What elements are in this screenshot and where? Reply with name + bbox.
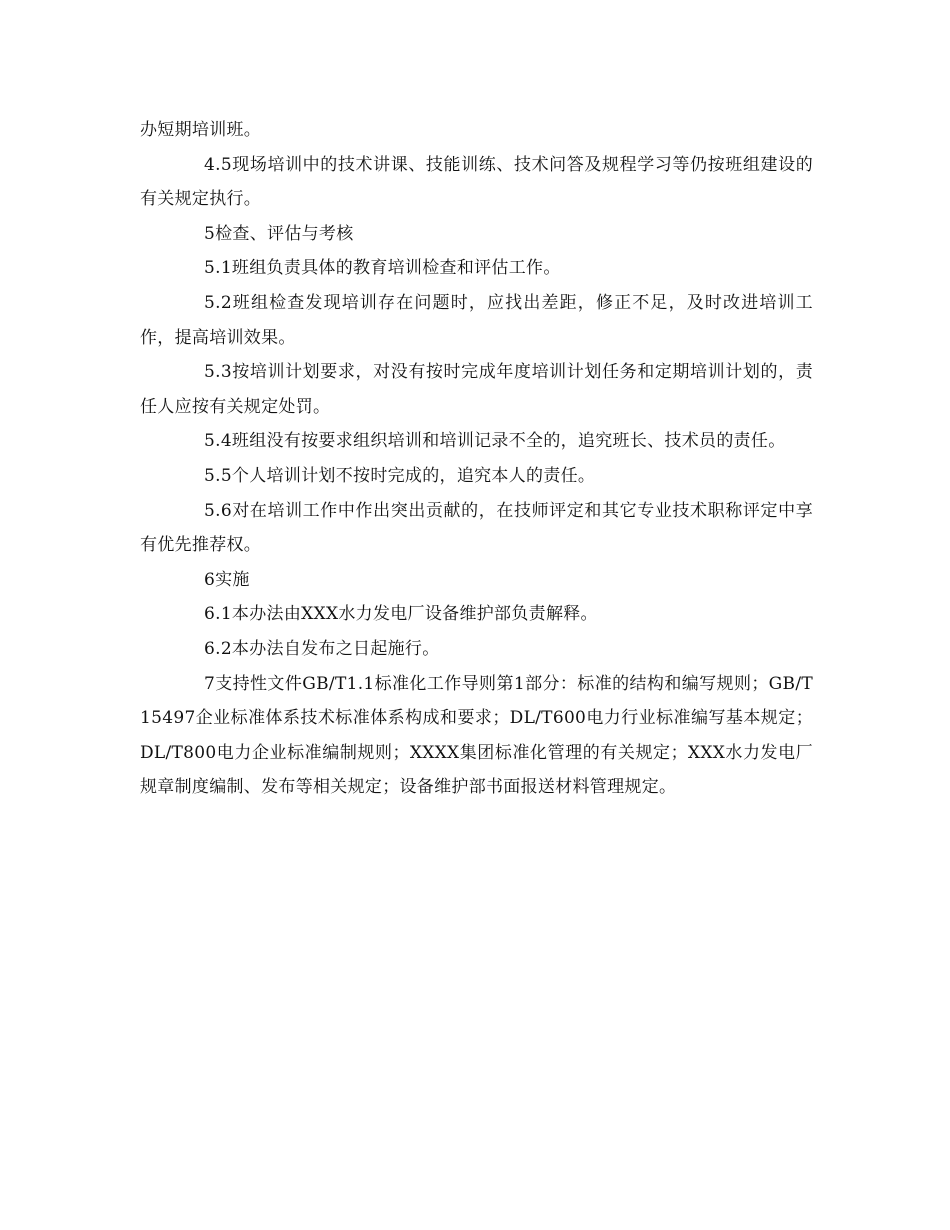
section-heading-5: 5检查、评估与考核 xyxy=(204,223,354,244)
paragraph-5-4: 5.4班组没有按要求组织培训和培训记录不全的，追究班长、技术员的责任。 xyxy=(204,431,786,452)
paragraph-5-5: 5.5个人培训计划不按时完成的，追究本人的责任。 xyxy=(204,465,596,486)
paragraph-4-5: 4.5现场培训中的技术讲课、技能训练、技术问答及规程学习等仍按班组建设的有关规定执行。 xyxy=(140,154,813,210)
paragraph-5-1: 5.1班组负责具体的教育培训检查和评估工作。 xyxy=(204,258,561,279)
paragraph-5-3: 5.3按培训计划要求，对没有按时完成年度培训计划任务和定期培训计划的，责任人应按有关规定处罚。 xyxy=(140,362,813,417)
paragraph-7-supporting-docs: 7支持性文件GB/T1.1标准化工作导则第1部分：标准的结构和编写规则；GB/T15497企业标准体系技术标准体系构成和要求；DL/T600电力行业标准编写基本规定；DL/T800电力企业标准编制规则；XXXX集团标准化管理的有关规定；XXX水力发电厂规章制度编制、发布等相关规定；设备维护部书面报送材料管理规定。 xyxy=(140,673,813,798)
paragraph-6-1: 6.1本办法由XXX水力发电厂设备维护部负责解释。 xyxy=(204,604,598,625)
paragraph-6-2: 6.2本办法自发布之日起施行。 xyxy=(204,638,440,659)
document-page xyxy=(140,113,813,805)
paragraph-5-2: 5.2班组检查发现培训存在问题时，应找出差距，修正不足，及时改进培训工作，提高培训效果。 xyxy=(140,292,813,348)
section-heading-6: 6实施 xyxy=(204,569,250,590)
paragraph-5-6: 5.6对在培训工作中作出突出贡献的，在技师评定和其它专业技术职称评定中享有优先推荐权。 xyxy=(140,500,813,556)
paragraph-0: 办短期培训班。 xyxy=(140,120,262,140)
